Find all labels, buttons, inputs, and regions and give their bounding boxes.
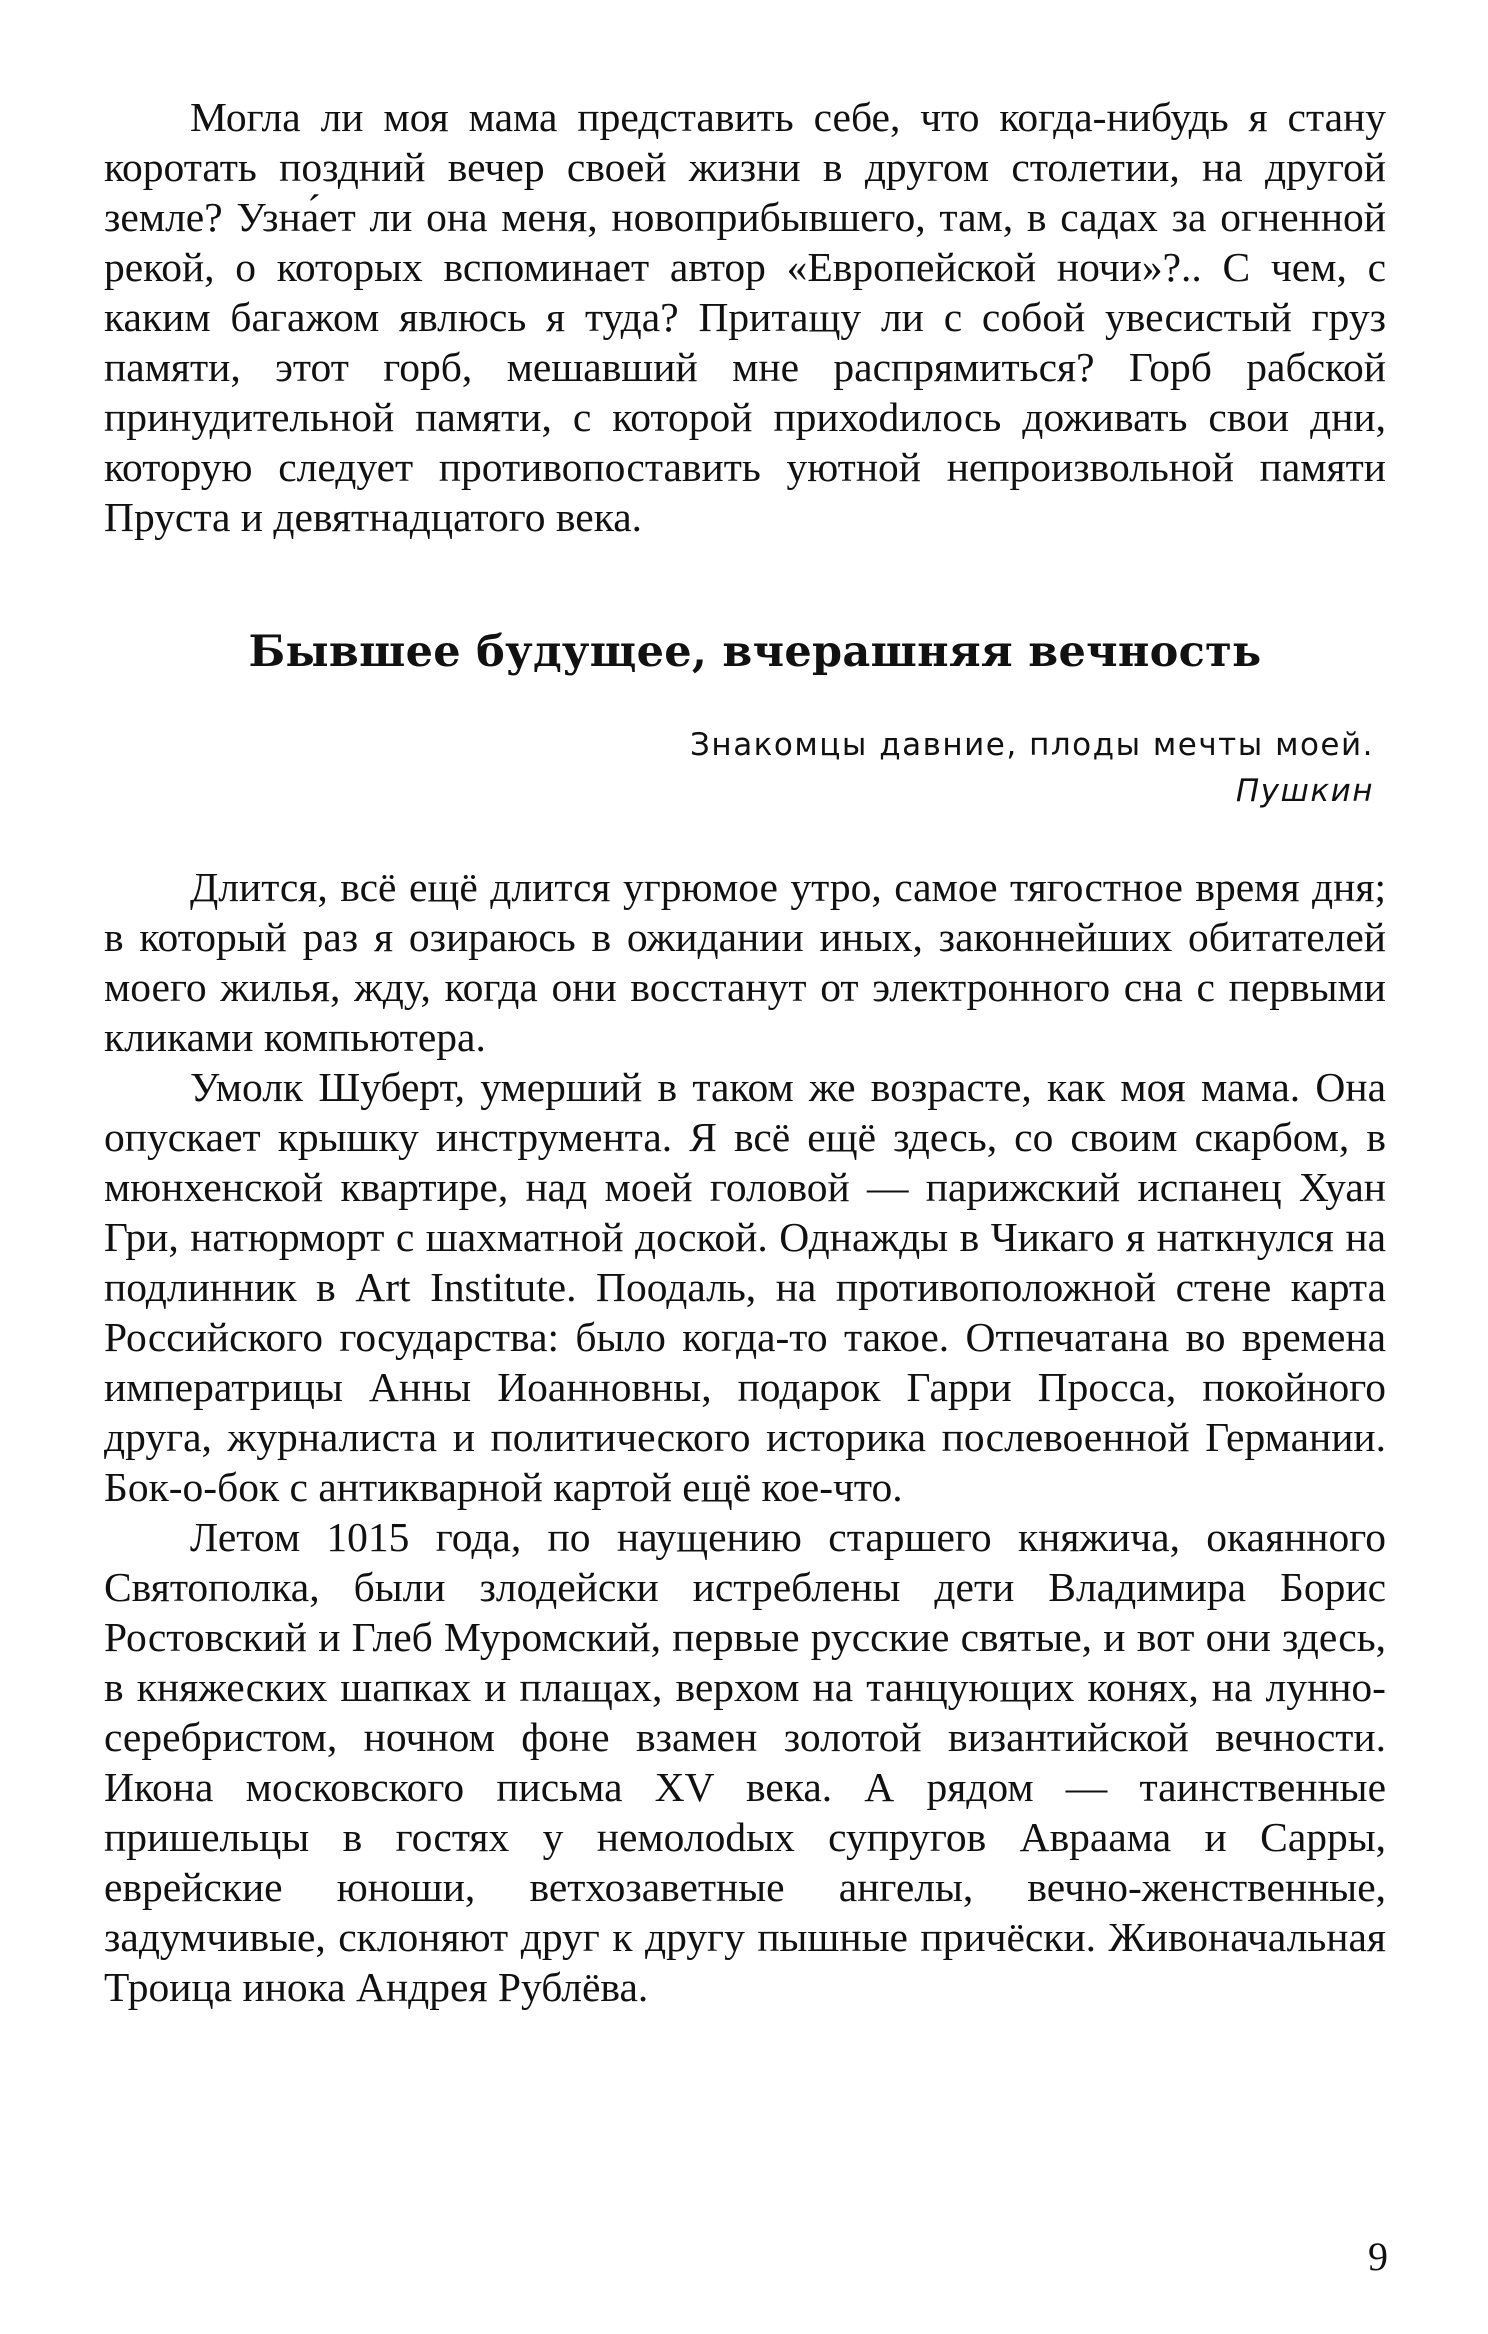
section-body <box>104 862 1386 2012</box>
paragraph: Длится, всё ещё длится угрюмое утро, самое тягостное время дня; в который раз я озираюсь в ожидании иных, законнейших обитателей моего жилья, жду, когда они восстанут от электронного сна с первыми кликами компьютера. <box>104 864 1386 1060</box>
epigraph-author: Пушкин <box>1235 773 1374 809</box>
section-heading: Бывшее будущее, вчерашняя вечность <box>248 627 1262 677</box>
epigraph-quote: Знакомцы давние, плоды мечты моей. <box>690 727 1374 763</box>
paragraph-intro: Могла ли моя мама представить себе, что когда-нибудь я стану коротать поздний вечер своей жизни в другом столетии, на другой земле? Узна́ет ли она меня, новоприбывшего, там, в садах за огненной рекой, о которых вспоминает автор «Европейской ночи»?.. С чем, с каким багажом явлюсь я туда? Притащу ли с собой увесистый груз памяти, этот горб, мешавший мне распрямиться? Горб рабской принудительной памяти, с которой прихоdилось доживать свои дни, которую следует противопоставить уютной непроизвольной памяти Пруста и девятнадцатого века. <box>104 94 1386 540</box>
page-body <box>104 92 1386 2012</box>
paragraph: Умолк Шуберт, умерший в таком же возрасте, как моя мама. Она опускает крышку инструмента. Я всё ещё здесь, со своим скарбом, в мюнхенской квартире, над моей головой — парижский испанец Хуан Гри, натюрморт с шахматной доской. Однажды в Чикаго я наткнулся на подлинник в Art Institute. Поодаль, на противоположной стене карта Российского государства: было когда-то такое. Отпечатана во времена императрицы Анны Иоанновны, подарок Гарри Просса, покойного друга, журналиста и политического историка послевоенной Германии. Бок-о-бок с антикварной картой ещё кое-что. <box>104 1064 1386 1510</box>
page-number: 9 <box>1368 2234 1388 2279</box>
epigraph <box>104 722 1386 814</box>
paragraph: Летом 1015 года, по наущению старшего княжича, окаянного Святополка, были злодейски истреблены дети Владимира Борис Ростовский и Глеб Муромский, первые русские святые, и вот они здесь, в княжеских шапках и плащах, верхом на танцующих конях, на лунно-серебристом, ночном фоне взамен золотой византийской вечности. Икона московского письма XV века. А рядом — таинственные пришельцы в гостях у немолоdых супругов Авраама и Сарры, еврейские юноши, ветхозаветные ангелы, вечно-женственные, задумчивые, склоняют друг к другу пышные причёски. Живоначальная Троица инока Андрея Рублёва. <box>104 1514 1386 2010</box>
